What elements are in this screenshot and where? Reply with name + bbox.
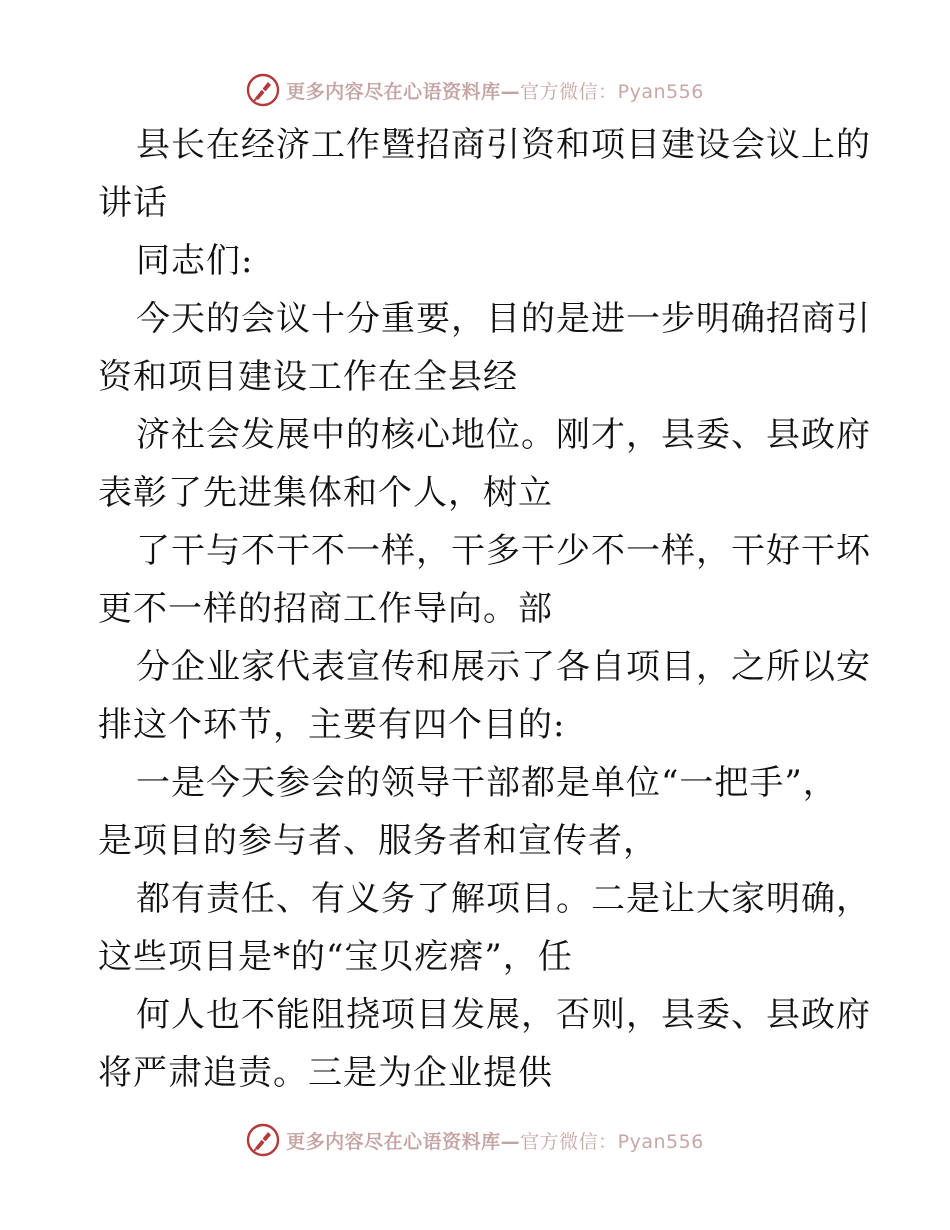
text-line: 表彰了先进集体和个人，树立 bbox=[98, 473, 553, 513]
quill-logo-icon bbox=[246, 73, 280, 107]
watermark-site-text: 更多内容尽在心语资料库 bbox=[286, 80, 501, 103]
quill-logo-icon bbox=[246, 1123, 280, 1157]
footer-watermark bbox=[0, 1120, 950, 1160]
text-line: 资和项目建设工作在全县经 bbox=[98, 357, 518, 397]
text-line: 了干与不干不一样，干多干少不一样，干好干坏 bbox=[136, 531, 871, 571]
watermark-wechat-text: 官方微信：Pyan556 bbox=[520, 1130, 704, 1153]
salutation: 同志们: bbox=[136, 241, 254, 281]
title-line-2: 讲话 bbox=[98, 183, 168, 223]
text-line: 都有责任、有义务了解项目。二是让大家明确， bbox=[136, 879, 871, 919]
text-line: 排这个环节，主要有四个目的: bbox=[98, 705, 566, 745]
text-line: 更不一样的招商工作导向。部 bbox=[98, 589, 553, 629]
text-line: 一是今天参会的领导干部都是单位“一把手”， bbox=[136, 763, 838, 803]
header-watermark bbox=[0, 70, 950, 110]
text-line: 分企业家代表宣传和展示了各自项目，之所以安 bbox=[136, 647, 871, 687]
title-line-1: 县长在经济工作暨招商引资和项目建设会议上的 bbox=[136, 125, 871, 165]
text-line: 将严肃追责。三是为企业提供 bbox=[98, 1053, 553, 1093]
document-body bbox=[98, 116, 871, 1102]
text-line: 何人也不能阻挠项目发展，否则，县委、县政府 bbox=[136, 995, 871, 1035]
text-line: 是项目的参与者、服务者和宣传者， bbox=[98, 821, 658, 861]
watermark-site-text: 更多内容尽在心语资料库 bbox=[286, 1130, 501, 1153]
watermark-separator: — bbox=[500, 80, 521, 103]
text-line: 这些项目是*的“宝贝疙瘩”，任 bbox=[98, 937, 573, 977]
text-line: 济社会发展中的核心地位。刚才，县委、县政府 bbox=[136, 415, 871, 455]
text-line: 今天的会议十分重要，目的是进一步明确招商引 bbox=[136, 299, 871, 339]
watermark-wechat-text: 官方微信：Pyan556 bbox=[520, 80, 704, 103]
watermark-separator: — bbox=[500, 1130, 521, 1153]
